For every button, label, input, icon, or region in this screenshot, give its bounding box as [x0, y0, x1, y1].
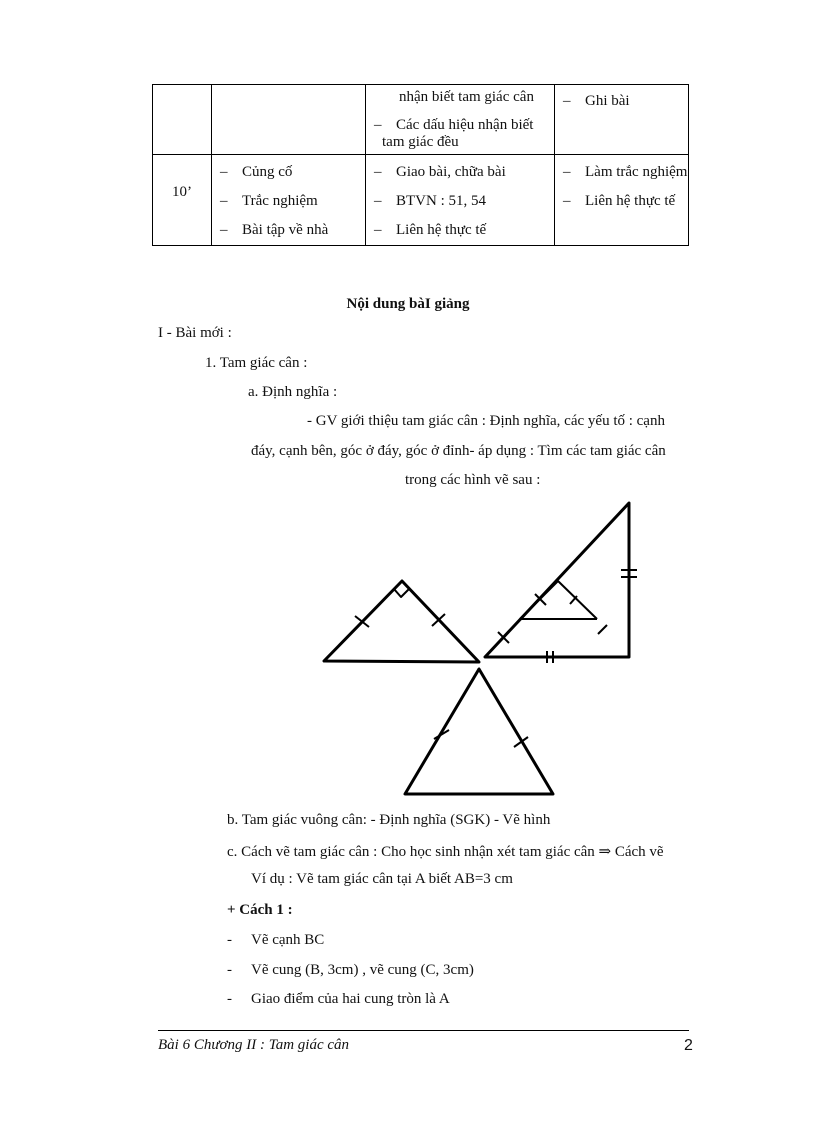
step-marker: - [227, 991, 232, 1007]
table-list-item: – Giao bài, chữa bài [366, 158, 554, 187]
table-list-item: – Ghi bài [555, 90, 688, 112]
tick-mark [598, 625, 607, 634]
table-list-item: – Trắc nghiệm [212, 187, 365, 216]
numbered-item: 1. Tam giác cân : [205, 355, 308, 371]
step-item: Giao điểm của hai cung tròn là A [251, 991, 450, 1007]
right-angle-mark [394, 589, 409, 597]
step-item: Vẽ cung (B, 3cm) , vẽ cung (C, 3cm) [251, 962, 474, 978]
sub-item-c: c. Cách vẽ tam giác cân : Cho học sinh nhận xét tam giác cân ⇒ Cách vẽ [227, 844, 664, 860]
table-text: nhận biết tam giác cân [399, 89, 534, 105]
paragraph-line: đáy, cạnh bên, góc ở đáy, góc ở đỉnh- áp dụng : Tìm các tam giác cân [251, 443, 666, 459]
paragraph-line: - GV giới thiệu tam giác cân : Định nghĩa, các yếu tố : cạnh [307, 413, 665, 429]
paragraph-line: trong các hình vẽ sau : [405, 472, 541, 488]
sub-item-b: b. Tam giác vuông cân: - Định nghĩa (SGK) - Vẽ hình [227, 812, 551, 828]
example-line: Ví dụ : Vẽ tam giác cân tại A biết AB=3 cm [251, 871, 513, 887]
right-triangle [485, 503, 629, 657]
table-cell-time: 10’ [153, 155, 212, 246]
isosceles-triangle [405, 669, 553, 794]
section-title: I - Bài mới : [158, 325, 232, 341]
table-list-item: – Liên hệ thực tế [366, 216, 554, 245]
table-list-item: – Liên hệ thực tế [555, 187, 688, 216]
sub-item-heading: a. Định nghĩa : [248, 384, 338, 400]
footer-title: Bài 6 Chương II : Tam giác cân [158, 1037, 350, 1053]
footer-divider [158, 1030, 689, 1031]
step-item: Vẽ cạnh BC [251, 932, 325, 948]
table-list-item: – Các dấu hiệu nhận biết [366, 115, 554, 135]
inner-segment [520, 581, 558, 619]
step-marker: - [227, 932, 232, 948]
table-list-item: – Củng cố [212, 158, 365, 187]
section-heading: Nội dung bàI giảng [346, 296, 470, 312]
table-list-item: – Làm trắc nghiệm [555, 158, 688, 187]
inner-segment [558, 581, 597, 619]
table-list-item: – Bài tập về nhà [212, 216, 365, 245]
table-text: tam giác đều [382, 134, 459, 150]
step-marker: - [227, 962, 232, 978]
page-number: 2 [684, 1037, 693, 1054]
right-isosceles-triangle [324, 581, 479, 662]
method-heading: + Cách 1 : [227, 902, 293, 918]
table-list-item: – BTVN : 51, 54 [366, 187, 554, 216]
